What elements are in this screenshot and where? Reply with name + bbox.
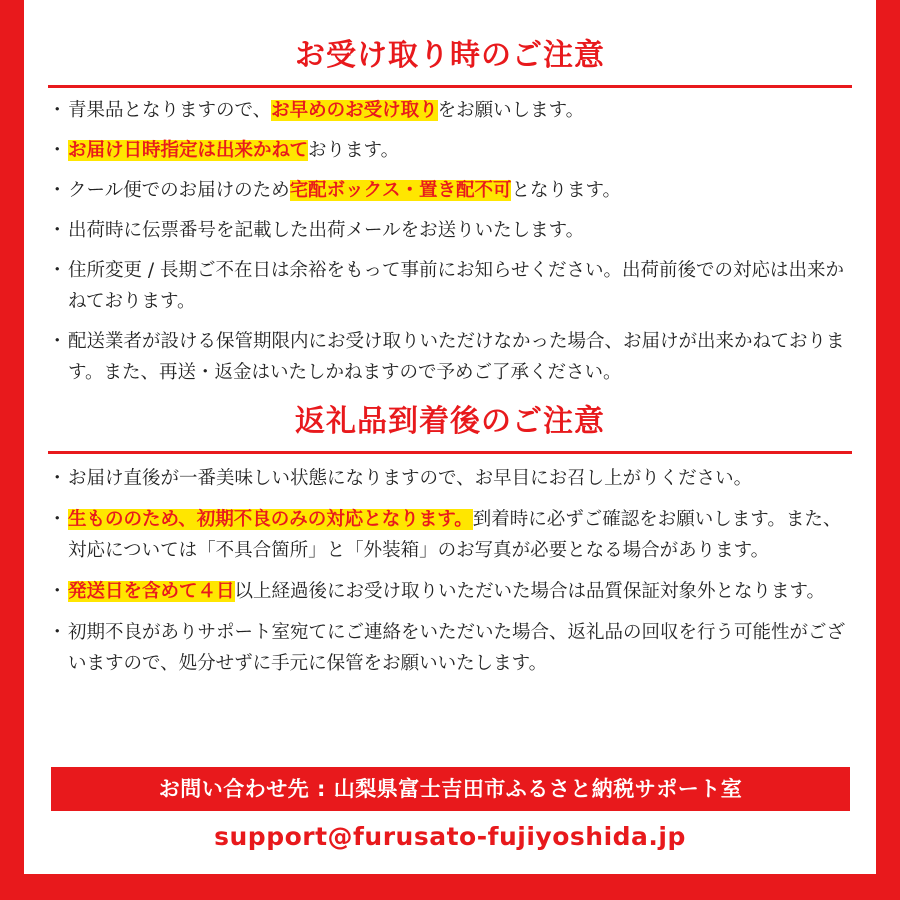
list-item [46,215,858,246]
support-email-link[interactable]: support@furusato-fujiyoshida.jp [214,822,686,851]
bullet: ・ [48,509,67,530]
item-text-after: となります。 [511,180,621,201]
notice-page [24,0,876,874]
item-highlight: お早めのお受け取り [271,100,438,121]
item-text: 住所変更 / 長期ご不在日は余裕をもって事前にお知らせください。出荷前後での対応は出来かねております。 [68,260,844,312]
section2-divider [48,451,852,454]
item-text: 出荷時に伝票番号を記載した出荷メールをお送りいたします。 [68,220,585,241]
bullet: ・ [48,260,67,281]
item-highlight: 生もののため、初期不良のみの対応となります。 [68,509,473,530]
item-highlight: 発送日を含めて４日 [68,581,235,602]
bullet: ・ [48,581,67,602]
item-highlight: お届け日時指定は出来かねて [68,140,309,161]
item-text: 初期不良がありサポート室宛てにご連絡をいただいた場合、返礼品の回収を行う可能性がございますので、処分せずに手元に保管をお願いいたします。 [68,622,846,674]
item-text-after: 以上経過後にお受け取りいただいた場合は品質保証対象外となります。 [234,581,826,602]
item-text: お届け直後が一番美味しい状態になりますので、お早目にお召し上がりください。 [68,468,753,489]
section1-divider [48,85,852,88]
bullet: ・ [48,468,67,489]
list-item [46,135,858,166]
item-text-after: をお願いします。 [437,100,585,121]
item-text: 青果品となりますので、 [68,100,272,121]
bullet: ・ [48,622,67,643]
list-item [46,326,858,388]
section2-list [46,463,858,679]
list-item [46,504,858,566]
list-item [46,175,858,206]
list-item [46,463,858,494]
item-text-after: 到着時に必ずご確認をお願いします。また、対応については「不具合箇所」と「外装箱」のお写真が必要となる場合があります。 [68,509,842,561]
list-item [46,95,858,126]
bullet: ・ [48,331,67,352]
item-text: 配送業者が設ける保管期限内にお受け取りいただけなかった場合、お届けが出来かねております。また、再送・返金はいたしかねますので予めご了承ください。 [68,331,845,383]
section1-title: お受け取り時のご注意 [295,38,605,73]
bullet: ・ [48,220,67,241]
section1-list [46,95,858,388]
item-text: クール便でのお届けのため [68,180,290,201]
section2-title: 返礼品到着後のご注意 [295,404,605,439]
list-item [46,255,858,317]
item-highlight: 宅配ボックス・置き配不可 [289,180,512,201]
bullet: ・ [48,100,67,121]
bullet: ・ [48,140,67,161]
bullet: ・ [48,180,67,201]
list-item [46,617,858,679]
contact-banner: お問い合わせ先 : 山梨県富士吉田市ふるさと納税サポート室 [51,767,850,811]
item-text-after: おります。 [308,140,400,161]
list-item [46,576,858,607]
